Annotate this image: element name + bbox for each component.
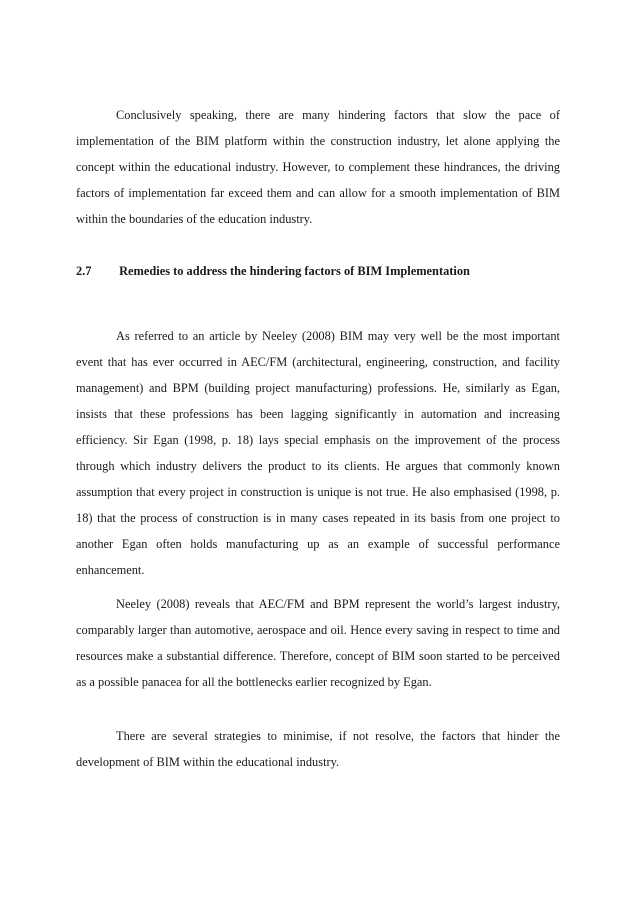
section-number: 2.7 bbox=[76, 264, 92, 278]
paragraph-neeley-article: As referred to an article by Neeley (2008) BIM may very well be the most important event that has ever occurred in AEC/FM (architectural, engineering, construction, and facility management) and BPM (building project manufacturing) professions. He, similarly as Egan, insists that these professions has been lagging significantly in automation and increasing efficiency. Sir Egan (1998, p. 18) lays special emphasis on the improvement of the process through which industry delivers the product to its clients. He argues that commonly known assumption that every project in construction is unique is not true. He also emphasised (1998, p. 18) that the process of construction is in many cases repeated in its basis from one project to another Egan often holds manufacturing up as an example of successful performance enhancement. bbox=[76, 329, 560, 577]
paragraph-neeley-industry: Neeley (2008) reveals that AEC/FM and BPM represent the world’s largest industry, comparably larger than automotive, aerospace and oil. Hence every saving in respect to time and resources make a substantial difference. Therefore, concept of BIM soon started to be perceived as a possible panacea for all the bottlenecks earlier recognized by Egan. bbox=[76, 597, 560, 689]
paragraph-conclusion: Conclusively speaking, there are many hindering factors that slow the pace of implementation of the BIM platform within the construction industry, let alone applying the concept within the educational industry. However, to complement these hindrances, the driving factors of implementation far exceed them and can allow for a smooth implementation of BIM within the boundaries of the education industry. bbox=[76, 108, 560, 226]
paragraph-strategies: There are several strategies to minimise, if not resolve, the factors that hinder the development of BIM within the educational industry. bbox=[76, 729, 560, 769]
section-title: Remedies to address the hindering factors of BIM Implementation bbox=[119, 264, 470, 278]
section-heading bbox=[76, 262, 560, 280]
